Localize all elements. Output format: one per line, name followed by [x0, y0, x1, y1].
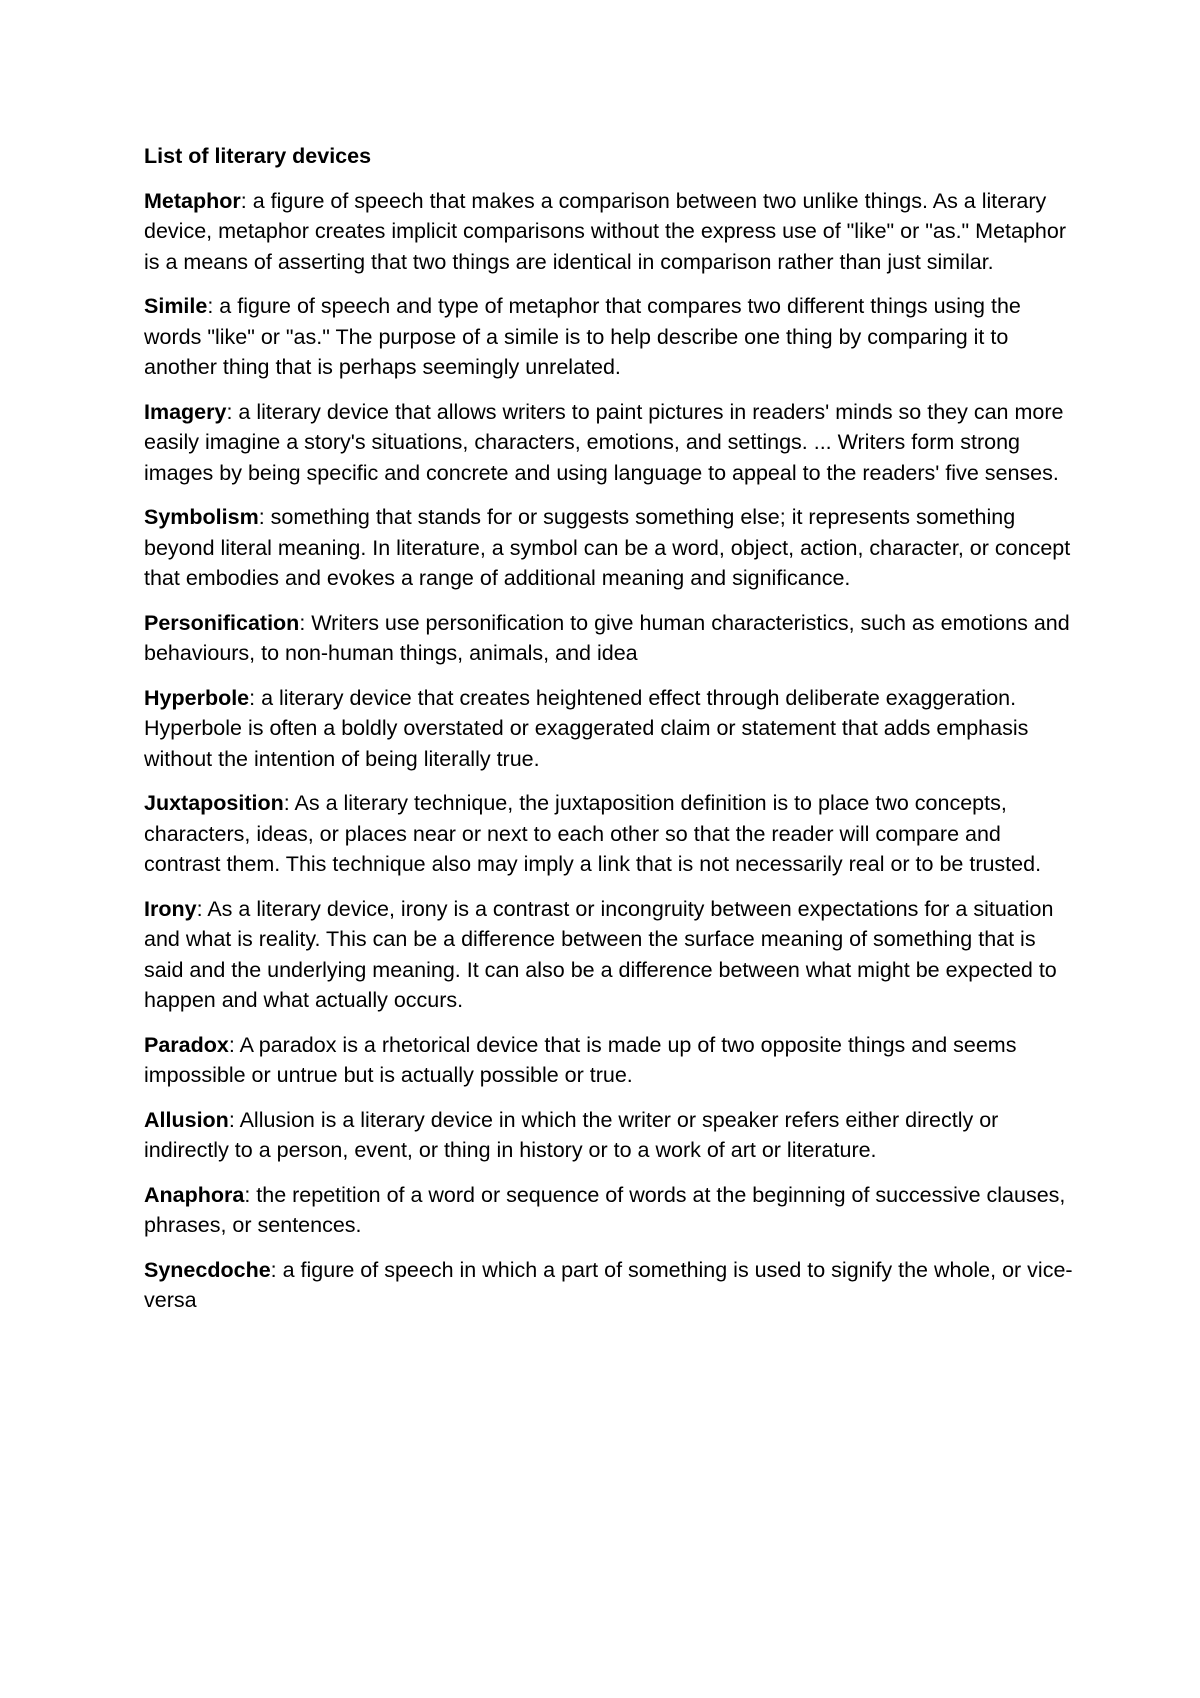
definition-paradox: : A paradox is a rhetorical device that is made up of two opposite things and seems impossible or untrue but is actually possible or true.: [144, 1032, 1017, 1087]
term-symbolism: Symbolism: [144, 505, 259, 529]
entry-simile: [144, 291, 1074, 383]
definition-irony: : As a literary device, irony is a contrast or incongruity between expectations for a situation and what is reality. This can be a difference between the surface meaning of something that is said and the underlying meaning. It can also be a difference between what might be expected to happen and what actually occurs.: [144, 896, 1057, 1012]
entry-personification: [144, 608, 1074, 669]
entry-synecdoche: [144, 1255, 1074, 1316]
term-metaphor: Metaphor: [144, 188, 241, 213]
term-irony: Irony: [144, 896, 197, 921]
definition-synecdoche: : a figure of speech in which a part of something is used to signify the whole, or vice-versa: [144, 1257, 1073, 1312]
entry-allusion: [144, 1105, 1074, 1166]
term-imagery: Imagery: [144, 399, 227, 424]
entry-imagery: [144, 397, 1074, 489]
term-hyperbole: Hyperbole: [144, 685, 250, 710]
term-juxtaposition: Juxtaposition: [144, 791, 284, 815]
definition-anaphora: : the repetition of a word or sequence of words at the beginning of successive clauses, phrases, or sentences.: [144, 1182, 1066, 1237]
definition-symbolism: : something that stands for or suggests something else; it represents something beyond literal meaning. In literature, a symbol can be a word, object, action, character, or concept that embodies and evokes a range of additional meaning and significance.: [144, 505, 1071, 590]
entry-anaphora: [144, 1180, 1074, 1241]
entry-metaphor: [144, 186, 1074, 278]
entry-juxtaposition: [144, 788, 1074, 880]
term-anaphora: Anaphora: [144, 1182, 245, 1207]
term-synecdoche: Synecdoche: [144, 1257, 271, 1282]
entry-paradox: [144, 1030, 1074, 1091]
definition-imagery: : a literary device that allows writers to paint pictures in readers' minds so they can more easily imagine a story's situations, characters, emotions, and settings. ... Writers form strong images by being specific and concrete and using language to appeal to the readers' five senses.: [144, 399, 1064, 485]
entry-hyperbole: [144, 683, 1074, 775]
definition-personification: : Writers use personification to give human characteristics, such as emotions and behaviours, to non-human things, animals, and idea: [144, 610, 1070, 665]
definition-simile: : a figure of speech and type of metaphor that compares two different things using the words "like" or "as." The purpose of a simile is to help describe one thing by comparing it to another thing that is perhaps seemingly unrelated.: [144, 294, 1021, 379]
term-allusion: Allusion: [144, 1107, 229, 1132]
document-title: List of literary devices: [144, 144, 372, 168]
entry-irony: [144, 894, 1074, 1016]
document-body: [144, 141, 1074, 1330]
term-personification: Personification: [144, 610, 300, 635]
definition-metaphor: : a figure of speech that makes a comparison between two unlike things. As a literary device, metaphor creates implicit comparisons without the express use of "like" or "as." Metaphor is a means of asserting that two things are identical in comparison rather than just similar.: [144, 188, 1066, 274]
definition-allusion: : Allusion is a literary device in which the writer or speaker refers either directly or indirectly to a person, event, or thing in history or to a work of art or literature.: [144, 1107, 999, 1162]
term-paradox: Paradox: [144, 1032, 229, 1057]
entry-symbolism: [144, 502, 1074, 594]
term-simile: Simile: [144, 294, 208, 318]
definition-hyperbole: : a literary device that creates heightened effect through deliberate exaggeration. Hyperbole is often a boldly overstated or exaggerated claim or statement that adds emphasis without the intention of being literally true.: [144, 685, 1029, 771]
definition-juxtaposition: : As a literary technique, the juxtaposition definition is to place two concepts, characters, ideas, or places near or next to each other so that the reader will compare and contrast them. This technique also may imply a link that is not necessarily real or to be trusted.: [144, 791, 1042, 876]
